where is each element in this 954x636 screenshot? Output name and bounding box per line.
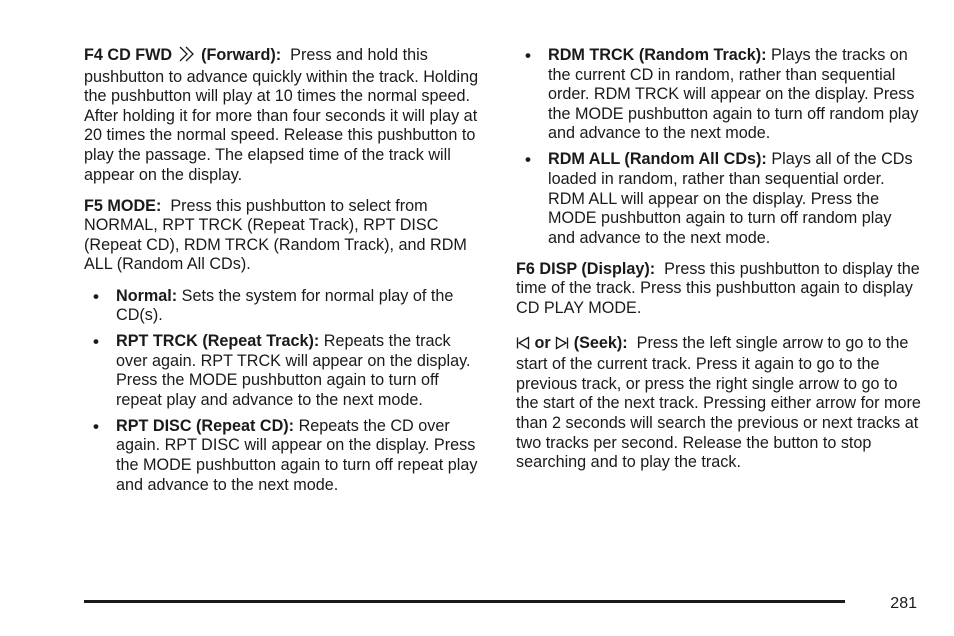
seek-forward-icon	[555, 336, 569, 356]
bullet-rpt-disc	[84, 417, 479, 495]
f6-heading: F6 DISP (Display):	[516, 259, 656, 278]
f4-heading-prefix: F4 CD FWD	[84, 46, 173, 64]
bullet-text: Repeats the CD over again. RPT DISC will appear on the display. Press the MODE pushbutton again to turn off repeat play and advance to the next mode.	[116, 416, 478, 494]
bullet-term: RPT DISC (Repeat CD):	[116, 416, 295, 435]
bullet-rdm-all	[516, 150, 921, 248]
bullet-term: RDM TRCK (Random Track):	[548, 46, 767, 64]
left-column	[84, 46, 479, 507]
page-number: 281	[890, 595, 917, 612]
seek-back-icon	[516, 336, 530, 356]
seek-heading: (Seek):	[573, 333, 628, 352]
f6-body: Press this pushbutton to display the time of the track. Press this pushbutton again to display CD PLAY MODE.	[516, 259, 920, 318]
bullet-text: Sets the system for normal play of the CD(s).	[116, 286, 454, 325]
footer-rule	[84, 600, 845, 603]
f5-heading: F5 MODE:	[84, 196, 162, 215]
bullet-rdm-trck	[516, 46, 921, 144]
seek-or-word: or	[534, 333, 551, 352]
bullet-term: RPT TRCK (Repeat Track):	[116, 332, 320, 351]
bullet-normal	[84, 287, 479, 326]
bullet-term: Normal:	[116, 286, 178, 305]
random-bullet-list	[516, 46, 921, 248]
bullet-text: Repeats the track over again. RPT TRCK will appear on the display. Press the MODE pushbutton again to turn off repeat play and advance to the next mode.	[116, 332, 471, 409]
f4-heading-suffix: (Forward):	[201, 46, 282, 64]
f5-paragraph	[84, 197, 479, 275]
double-chevron-right-icon	[177, 46, 197, 68]
f5-body: Press this pushbutton to select from NORMAL, RPT TRCK (Repeat Track), RPT DISC (Repeat CD), RDM TRCK (Random Track), and RDM ALL (Random All CDs).	[84, 196, 467, 274]
f4-paragraph	[84, 46, 479, 185]
mode-bullet-list	[84, 287, 479, 496]
f6-paragraph	[516, 260, 921, 319]
bullet-term: RDM ALL (Random All CDs):	[548, 150, 767, 169]
bullet-rpt-trck	[84, 332, 479, 410]
seek-body: Press the left single arrow to go to the start of the current track. Press it again to go to the previous track, or press the right single arrow to go to the start of the next track. Pressing either arrow for more than 2 seconds will search the previous or next tracks at two tracks per second. Release the button to stop searching and to play the track.	[516, 333, 921, 472]
bullet-text: Plays the tracks on the current CD in random, rather than sequential order. RDM TRCK will appear on the display. Press the MODE pushbutton again to turn off random play and advance to the next mode.	[548, 46, 919, 143]
right-column	[516, 46, 921, 484]
seek-paragraph	[516, 334, 921, 473]
f4-body: Press and hold this pushbutton to advance quickly within the track. Holding the pushbutton will play at 10 times the normal speed. After holding it for more than four seconds it will play at 20 times the normal speed. Release this pushbutton to play the passage. The elapsed time of the track will appear on the display.	[84, 46, 479, 184]
bullet-text: Plays all of the CDs loaded in random, rather than sequential order. RDM ALL will appear on the display. Press the MODE pushbutton again to turn off random play and advance to the next mode.	[548, 150, 913, 247]
